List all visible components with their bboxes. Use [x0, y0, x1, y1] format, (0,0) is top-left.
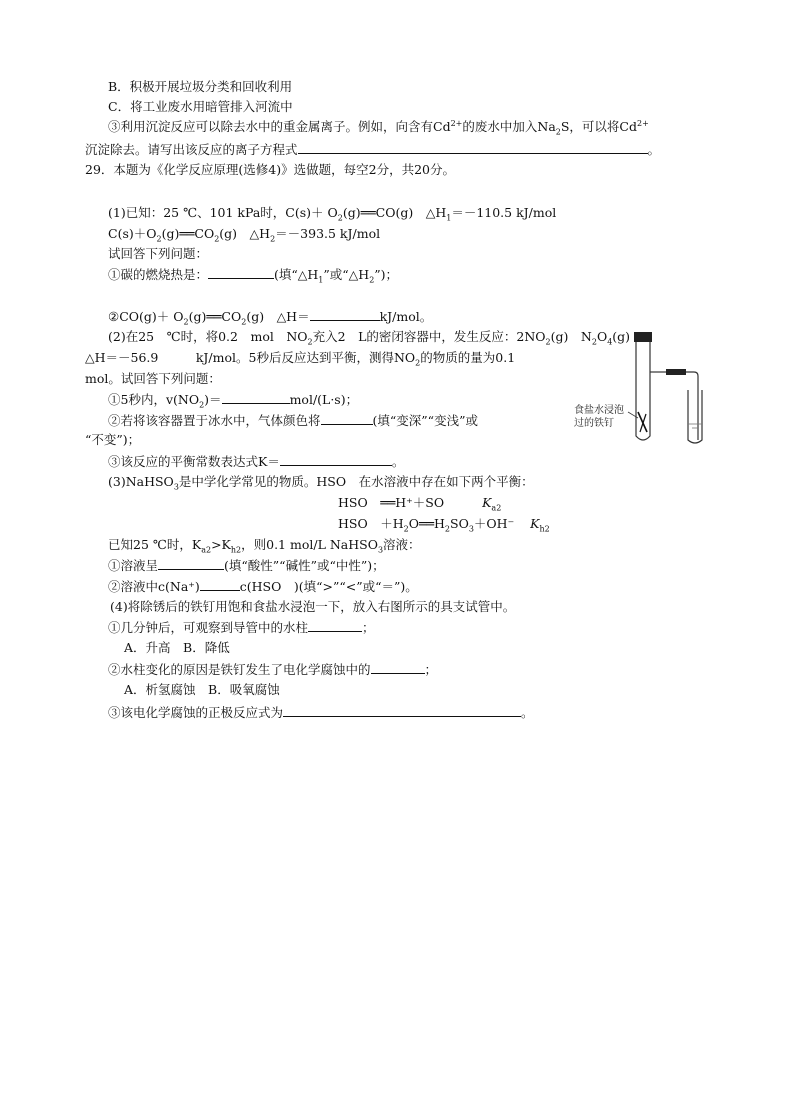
- text: (g) △H: [219, 226, 271, 241]
- text: (g)══CO: [161, 226, 215, 241]
- sub: 2: [199, 400, 205, 410]
- text: SO: [450, 516, 469, 531]
- text: ；: [362, 620, 375, 635]
- p4-line1: (4)将除锈后的铁钉用饱和食盐水浸泡一下，放入右图所示的具支试管中。: [110, 599, 516, 614]
- text: ③利用沉淀反应可以除去水中的重金属离子。例如，向含有Cd: [108, 119, 451, 134]
- text: ②溶液中c(Na⁺): [108, 579, 200, 594]
- text: )＝: [204, 392, 222, 407]
- text: 溶液：: [383, 537, 421, 552]
- text: C(s)＋O: [108, 226, 157, 241]
- text: (g)══CO(g) △H: [342, 205, 447, 220]
- text: ；: [424, 662, 438, 677]
- sub: 3: [468, 524, 474, 534]
- apparatus-figure: [574, 328, 724, 448]
- text: ＝－393.5 kJ/mol: [275, 226, 381, 241]
- p4-q1-options: A．升高 B．降低: [124, 640, 230, 655]
- text: ①5秒内，v(NO: [108, 392, 200, 407]
- text: HSO ══H⁺＋SO: [338, 495, 445, 510]
- sub: 2: [270, 234, 276, 244]
- text: (填“△H: [274, 267, 319, 282]
- text: ①几分钟后，可观察到导管中的水柱: [108, 620, 309, 635]
- sub: 2: [591, 337, 597, 347]
- p1-q1: [108, 266, 398, 283]
- text: HSO ＋H: [338, 516, 404, 531]
- text: (1)已知：25 ℃、101 kPa时，C(s)＋ O: [108, 205, 338, 220]
- text: 。: [391, 454, 405, 469]
- answer-blank[interactable]: [283, 704, 521, 717]
- answer-blank[interactable]: [321, 412, 373, 425]
- text: O: [596, 329, 608, 344]
- p3-q2: [108, 578, 418, 595]
- question-29-title: 29．本题为《化学反应原理(选修4)》选做题，每空2分，共20分。: [85, 162, 455, 177]
- answer-blank[interactable]: [298, 141, 648, 154]
- answer-blank[interactable]: [280, 453, 392, 466]
- text: 充入2 L的密闭容器中，发生反应：2NO: [312, 329, 546, 344]
- p3-q1: [108, 557, 385, 574]
- sub: 2: [307, 337, 313, 347]
- figure-label-2: 过的铁钉: [574, 418, 614, 429]
- answer-blank[interactable]: [200, 578, 240, 591]
- p1-line1: [108, 205, 556, 221]
- sub: 2: [545, 337, 551, 347]
- text: mol/(L·s)；: [289, 392, 359, 407]
- stopper-icon: [634, 332, 652, 342]
- text: K: [530, 516, 540, 531]
- sub: 2: [337, 213, 343, 223]
- text: (3)NaHSO: [108, 474, 174, 489]
- text: O══H: [408, 516, 445, 531]
- text: (g) △H＝: [246, 309, 310, 324]
- text: ②水柱变化的原因是铁钉发生了电化学腐蚀中的: [108, 662, 371, 677]
- p1-line2: [108, 226, 380, 242]
- text: S，可以将Cd: [560, 119, 637, 134]
- text: 的物质的量为0.1: [420, 350, 516, 365]
- sub: 1: [446, 213, 452, 223]
- text: (2)在25 ℃时，将0.2 mol NO: [108, 329, 308, 344]
- text: 沉淀除去。请写出该反应的离子方程式: [85, 142, 298, 157]
- p2-q2-cont: “不变”)；: [85, 432, 141, 447]
- text: (g): [612, 329, 631, 344]
- text: (填“酸性”“碱性”或“中性”)；: [224, 558, 385, 573]
- text: 。: [647, 142, 661, 157]
- text: (g) N: [550, 329, 592, 344]
- second-test-tube-icon: [688, 390, 702, 443]
- p2-line1: [108, 329, 630, 345]
- sub: 4: [607, 337, 613, 347]
- equilibrium-1: [338, 495, 501, 511]
- p4-q3: [108, 704, 534, 721]
- test-tube-icon: [636, 342, 650, 440]
- p3-line4: [108, 537, 421, 553]
- sub: 2: [241, 317, 247, 327]
- rubber-tube-icon: [666, 369, 686, 375]
- p1-q2: [108, 308, 432, 325]
- sub: 1: [318, 275, 324, 285]
- sub: 2: [183, 317, 189, 327]
- sub: 3: [377, 545, 384, 555]
- p2-q3: [108, 453, 404, 470]
- p4-q2-options: A．析氢腐蚀 B．吸氧腐蚀: [124, 682, 280, 697]
- option-b: B．积极开展垃圾分类和回收利用: [108, 79, 293, 94]
- text: 的废水中加入Na: [462, 119, 556, 134]
- q3-line1: [108, 119, 649, 135]
- sub: a2: [491, 503, 502, 513]
- sub: 2: [369, 275, 375, 285]
- answer-blank[interactable]: [208, 266, 274, 279]
- text: ＝－110.5 kJ/mol: [451, 205, 557, 220]
- text: K: [482, 495, 492, 510]
- sub: h2: [539, 524, 550, 534]
- sub: 2: [555, 127, 561, 137]
- text: ②若将该容器置于冰水中，气体颜色将: [108, 413, 321, 428]
- sub: 2: [444, 524, 451, 534]
- text: 是中学化学常见的物质。HSO 在水溶液中存在如下两个平衡：: [178, 474, 534, 489]
- answer-blank[interactable]: [308, 619, 362, 632]
- p2-line2: [85, 350, 515, 366]
- text: (填“变深”“变浅”或: [372, 413, 478, 428]
- text: ”)；: [374, 267, 399, 282]
- text: ，则0.1 mol/L NaHSO: [241, 537, 378, 552]
- text: ”或“△H: [323, 267, 370, 282]
- sup: 2+: [450, 118, 463, 128]
- sub: 2: [214, 234, 220, 244]
- sub: 2: [415, 358, 421, 368]
- text: 已知25 ℃时，K: [108, 537, 202, 552]
- text: 。: [521, 705, 534, 720]
- text: ＋OH⁻: [473, 516, 515, 531]
- equilibrium-2: [338, 516, 550, 532]
- text: ①碳的燃烧热是：: [108, 267, 209, 282]
- sub: a2: [201, 545, 212, 555]
- sub: 3: [173, 482, 179, 492]
- text: >K: [211, 537, 231, 552]
- text: (g)══CO: [188, 309, 242, 324]
- sub: 2: [403, 524, 409, 534]
- p4-q2: [108, 661, 437, 678]
- text: ①溶液呈: [108, 558, 159, 573]
- answer-blank[interactable]: [158, 557, 224, 570]
- p2-q2: [108, 412, 478, 429]
- p4-q1: [108, 619, 375, 636]
- sub: h2: [230, 545, 242, 555]
- p2-q1: [108, 391, 358, 408]
- text: ②CO(g)＋ O: [108, 309, 184, 324]
- p3-line1: [108, 474, 534, 490]
- figure-label-1: 食盐水浸泡: [574, 405, 624, 416]
- text: ③该电化学腐蚀的正极反应式为: [108, 705, 284, 720]
- text: kJ/mol。: [379, 309, 433, 324]
- apparatus-drawing: [574, 328, 724, 448]
- p1-line3: 试回答下列问题：: [108, 246, 209, 261]
- text: ③该反应的平衡常数表达式K＝: [108, 454, 280, 469]
- sub: 2: [156, 234, 162, 244]
- option-c: C．将工业废水用暗管排入河流中: [108, 99, 293, 114]
- q3-line2: [85, 141, 660, 158]
- answer-blank[interactable]: [222, 391, 290, 404]
- sup: 2+: [637, 118, 649, 128]
- p2-line3: mol。试回答下列问题：: [85, 371, 221, 386]
- text: △H＝－56.9 kJ/mol。5秒后反应达到平衡，测得NO: [85, 350, 416, 365]
- answer-blank[interactable]: [371, 661, 425, 674]
- answer-blank[interactable]: [310, 308, 380, 321]
- text: c(HSO )(填“>”“<”或“＝”)。: [239, 579, 418, 594]
